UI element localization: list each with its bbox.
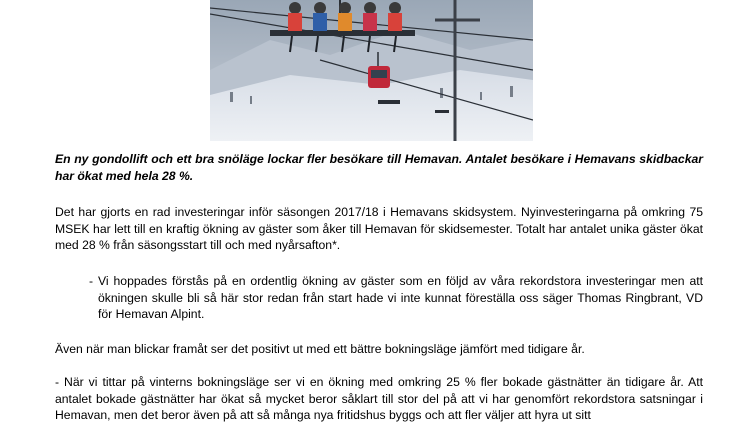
body-paragraph-outlook: Även när man blickar framåt ser det positivt ut med ett bättre bokningsläge jämfört med tidigare år.: [55, 342, 585, 356]
body-paragraph-investments: Det har gjorts en rad investeringar inför säsongen 2017/18 i Hemavans skidsystem. Nyinvesteringarna på omkring 75 MSEK har lett till en kraftig ökning av gäster som åker till Hemavan för skidsemester. Totalt har antalet unika gäster ökat med 28 % från säsongsstart till och med nyårsafton*.: [55, 205, 703, 252]
bullet-dash: -: [89, 274, 94, 288]
chairlift-photo: [210, 0, 533, 141]
body-paragraph-bookings: - När vi tittar på vinterns bokningsläge ser vi en ökning med omkring 25 % fler bokade gästnätter än tidigare år. Att antalet bokade gästnätter har ökat så mycket beror såklart till stor del på att vi har genomfört rekordstora satsningar i Hemavan, men det beror även på att så många nya fritidshus byggs och att fler väljer att hyra ut sitt: [55, 375, 703, 422]
quote-text: Vi hoppades förstås på en ordentlig ökning av gäster som en följd av våra rekordstora investeringar men att ökningen skulle bli så här stor redan från start hade vi inte kunnat föreställa oss säger Thomas Ringbrant, VD för Hemavan Alpint.: [98, 274, 703, 321]
lead-paragraph: En ny gondollift och ett bra snöläge lockar fler besökare till Hemavan. Antalet besökare i Hemavans skidbackar har ökat med hela 28 %.: [55, 152, 703, 183]
